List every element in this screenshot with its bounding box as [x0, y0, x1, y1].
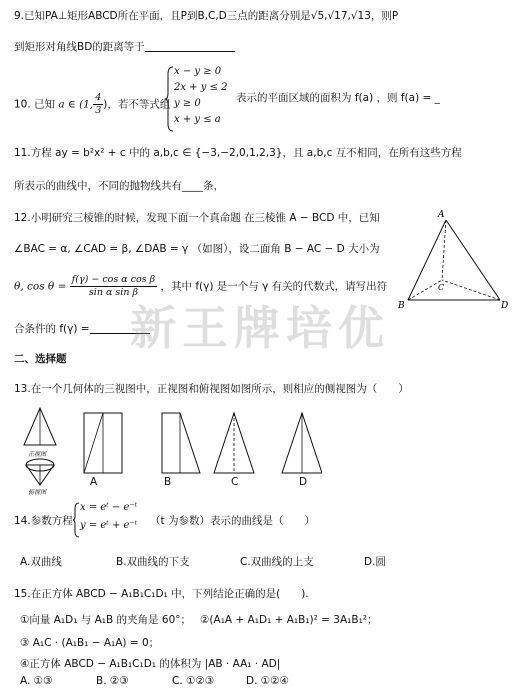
q10-system-brace	[164, 66, 174, 132]
q13-text: 13.在一个几何体的三视图中，正视图和俯视图如图所示，则相应的侧视图为（ ）	[14, 383, 409, 395]
option-d-figure	[282, 413, 322, 473]
q12-line3-suffix: ，其中 f(γ) 是一个与 γ 有关的代数式，请写出符	[160, 280, 388, 293]
front-view-label: 正视图	[28, 451, 47, 458]
q9-line2	[14, 40, 235, 54]
q13-option-a: A	[90, 476, 98, 488]
q14-eq-y: y = eᵗ + e⁻ᵗ	[80, 520, 138, 531]
q11-line1: 11.方程 ay = b²x² + c 中的 a,b,c ∈ {−3,−2,0,1,2,3}，且 a,b,c 互不相同，在所有这些方程	[14, 147, 462, 159]
q12-frac-num: f(γ) − cos α cos β	[71, 274, 156, 285]
q14-eq-x: x = eᵗ − e⁻ᵗ	[80, 502, 138, 513]
q13-option-c: C	[231, 476, 239, 488]
q10-frac-num: 4	[95, 92, 102, 103]
q15-option-c: C. ①②③	[172, 675, 215, 687]
q9-answer-blank	[145, 40, 235, 52]
q10-ineq-2: 2x + y ≤ 2	[174, 82, 228, 93]
q10-suffix: 表示的平面区域的面积为 f(a) ，则 f(a) = _	[236, 92, 440, 104]
top-view-label: 俯视图	[28, 489, 47, 495]
q14-option-a: A.双曲线	[20, 556, 62, 568]
q10-ineq-4: x + y ≤ a	[174, 114, 221, 125]
q15-text: 15.在正方体 ABCD − A₁B₁C₁D₁ 中，下列结论正确的是( ).	[14, 588, 309, 600]
q12-frac-den: sin α sin β	[88, 286, 138, 298]
q14-system-brace	[72, 502, 80, 538]
q15-option-b: B. ②③	[96, 675, 129, 687]
q15-statement-4: ④正方体 ABCD − A₁B₁C₁D₁ 的体积为 |AB · AA₁ · AD|	[20, 658, 281, 670]
q12-line4-text: 合条件的 f(γ) =	[14, 323, 90, 335]
q10-after-interval: )，若不等式组	[103, 98, 171, 111]
q11-line2: 所表示的曲线中，不同的抛物线共有____条，	[14, 180, 224, 192]
q14-suffix: （t 为参数）表示的曲线是（ ）	[150, 515, 315, 527]
q14-prefix: 14.参数方程	[14, 515, 73, 527]
q15-option-d: D. ①②④	[246, 675, 289, 687]
q15-statement-1: ①向量 A₁D₁ 与 A₁B 的夹角是 60°；	[20, 614, 191, 626]
q14-option-d: D.圆	[364, 556, 386, 568]
watermark: 新王牌培优	[130, 301, 390, 355]
q13-option-d: D	[299, 476, 308, 488]
q12-fraction	[70, 274, 157, 299]
q15-option-a: A. ①③	[20, 675, 53, 687]
q10-ineq-1: x − y ≥ 0	[174, 66, 222, 77]
q10-frac-den: 3	[95, 104, 102, 116]
tetrahedron-figure	[398, 208, 510, 312]
label-a: A	[438, 210, 445, 220]
q9-line2-text: 到矩形对角线BD的距离等于	[14, 41, 145, 53]
q15-statement-2: ②(A₁A + A₁D₁ + A₁B₁)² = 3A₁B₁²；	[200, 614, 378, 626]
q10-ineq-3: y ≥ 0	[174, 98, 201, 109]
q10-a-in: a ∈ (1,	[58, 98, 94, 111]
label-b: B	[398, 301, 405, 311]
option-c-figure	[214, 413, 254, 473]
q10-line	[14, 92, 170, 117]
q12-line1: 12.小明研究三棱锥的时候，发现下面一个真命题 在三棱锥 A − BCD 中，已知	[14, 212, 380, 224]
label-d: D	[501, 301, 509, 311]
label-c: C	[438, 283, 445, 292]
q9-line1: 9.已知PA⊥矩形ABCD所在平面，且P到B,C,D三点的距离分别是√5,√17,√13，则P	[14, 10, 399, 22]
q12-line3	[14, 274, 387, 299]
section-2-title: 二、选择题	[14, 353, 67, 365]
front-view	[24, 408, 56, 445]
q10-prefix: 10. 已知	[14, 98, 56, 111]
q13-option-b: B	[164, 476, 172, 488]
option-a-figure	[84, 413, 122, 473]
q15-statement-3: ③ A₁C · (A₁B₁ − A₁A) = 0；	[20, 637, 160, 649]
top-view	[26, 459, 54, 485]
q14-option-b: B.双曲线的下支	[116, 556, 190, 568]
q12-cos-theta: θ, cos θ =	[14, 280, 67, 293]
option-b-figure	[162, 413, 200, 473]
q12-line2: ∠BAC = α, ∠CAD = β, ∠DAB = γ （如图），设二面角 B − AC − D 大小为	[14, 243, 380, 255]
q14-option-c: C.双曲线的上支	[240, 556, 314, 568]
q10-fraction	[93, 92, 103, 117]
